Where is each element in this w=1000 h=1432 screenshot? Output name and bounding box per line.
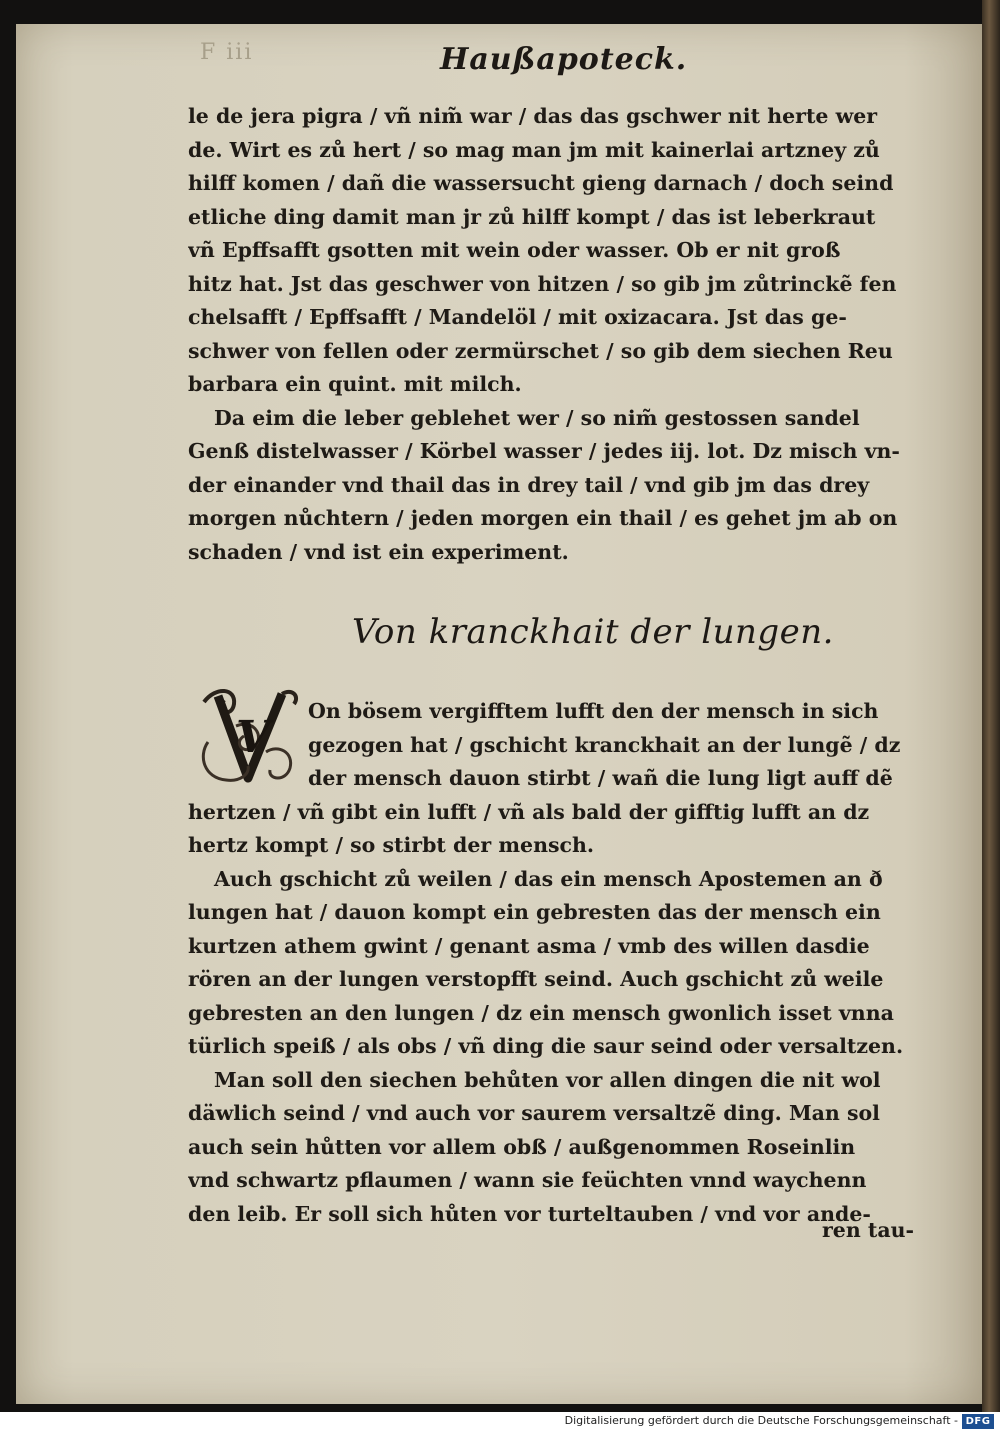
text-line: morgen nůchtern / jeden morgen ein thail / es gehet jm ab on [188,506,898,530]
book-edge [982,0,1000,1412]
text-block-liver [188,100,943,569]
text-line: gebresten an den lungen / dz ein mensch gwonlich isset vnna [188,1000,894,1025]
text-line: däwlich seind / vnd auch vor saurem versaltzẽ ding. Man sol [188,1101,880,1125]
folio-mark: F iii [200,40,254,65]
text-line: barbara ein quint. mit milch. [188,372,522,396]
text-line: rören an der lungen verstopfft seind. Auch gschicht zů weile [188,967,884,991]
text-line: schaden / vnd ist ein experiment. [188,539,569,564]
text-line: Auch gschicht zů weilen / das ein mensch Apostemen an ð [214,866,883,891]
text-line: vñ Epffsafft gsotten mit wein oder wasser. Ob er nit groß [188,238,841,262]
text-line: schwer von fellen oder zermürschet / so gib dem siechen Reu [188,338,893,363]
text-line: türlich speiß / als obs / vñ ding die saur seind oder versaltzen. [188,1034,904,1058]
text-line: On bösem vergifftem lufft den der mensch in sich [308,699,879,723]
text-line: gezogen hat / gschicht kranckhait an der lungẽ / dz [308,732,901,757]
text-line: auch sein hůtten vor allem obß / außgenommen Roseinlin [188,1134,856,1159]
section-heading: Von kranckhait der lungen. [352,612,834,652]
text-line: etliche ding damit man jr zů hilff kompt / das ist leberkraut [188,204,876,229]
text-line: kurtzen athem gwint / genant asma / vmb des willen dasdie [188,933,870,958]
dfg-logo[interactable]: DFG [962,1414,994,1429]
text-line: der einander vnd thail das in drey tail / vnd gib jm das drey [188,472,870,497]
text-block-lungs [188,695,943,1231]
text-line: hitz hat. Jst das geschwer von hitzen / so gib jm zůtrinckẽ fen [188,271,897,296]
text-line: hertz kompt / so stirbt der mensch. [188,833,595,857]
text-line: Genß distelwasser / Körbel wasser / jedes iij. lot. Dz misch vn- [188,439,900,463]
text-line: lungen hat / dauon kompt ein gebresten das der mensch ein [188,900,881,924]
text-line: Da eim die leber geblehet wer / so nim̃ gestossen sandel [214,405,860,430]
text-line: chelsafft / Epffsafft / Mandelöl / mit oxizacara. Jst das ge- [188,305,847,329]
text-line: de. Wirt es zů hert / so mag man jm mit kainerlai artzney zů [188,137,880,162]
initial-letter: V [236,712,271,763]
text-line: vnd schwartz pflaumen / wann sie feüchten vnnd waychenn [188,1168,867,1192]
text-line: hilff komen / dañ die wassersucht gieng darnach / doch seind [188,171,894,195]
text-line: den leib. Er soll sich hůten vor turteltauben / vnd vor ande- [188,1201,871,1226]
text-line: hertzen / vñ gibt ein lufft / vñ als bald der gifftig lufft an dz [188,799,870,824]
funding-credit: Digitalisierung gefördert durch die Deutsche Forschungsgemeinschaft - [564,1414,958,1427]
text-line: le de jera pigra / vñ nim̃ war / das das gschwer nit herte wer [188,104,878,128]
catchword: ren tau- [822,1218,915,1242]
text-line: der mensch dauon stirbt / wañ die lung ligt auff dẽ [308,766,893,790]
text-line: Man soll den siechen behůten vor allen dingen die nit wol [214,1067,881,1092]
running-head: Haußapoteck. [440,42,688,77]
